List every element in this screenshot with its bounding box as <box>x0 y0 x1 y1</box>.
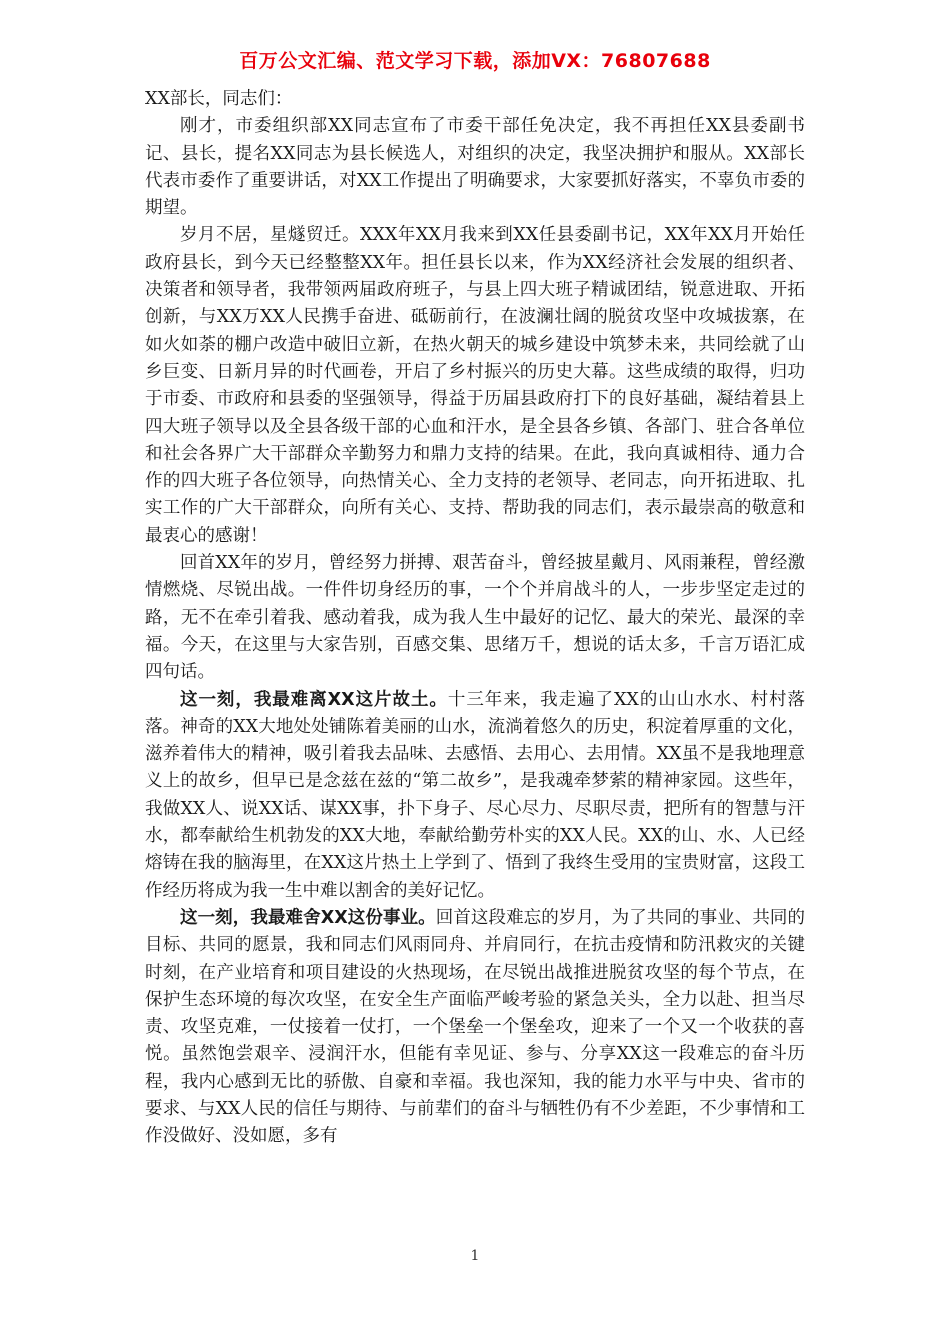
paragraph-text: 回首这段难忘的岁月，为了共同的事业、共同的目标、共同的愿景，我和同志们风雨同舟、并肩同行，在抗击疫情和防汛救灾的关键时刻，在产业培育和项目建设的火热现场，在尽锐出战推进脱贫攻坚的每个节点，在保护生态环境的每次攻坚，在安全生产面临严峻考验的紧急关头，全力以赴、担当尽责、攻坚克难，一仗接着一仗打，一个堡垒一个堡垒攻，迎来了一个又一个收获的喜悦。虽然饱尝艰辛、浸润汗水，但能有幸见证、参与、分享XX这一段难忘的奋斗历程，我内心感到无比的骄傲、自豪和幸福。我也深知，我的能力水平与中央、省市的要求、与XX人民的信任与期待、与前辈们的奋斗与牺牲仍有不少差距，不少事情和工作没做好、没如愿，多有 <box>145 907 806 1147</box>
paragraph-4 <box>145 687 805 905</box>
page-number: 1 <box>470 1248 480 1264</box>
paragraph-text: 回首XX年的岁月，曾经努力拼搏、艰苦奋斗，曾经披星戴月、风雨兼程，曾经激情燃烧、尽锐出战。一件件切身经历的事，一个个并肩战斗的人，一步步坚定走过的路，无不在牵引着我、感动着我，成为我人生中最好的记忆、最大的荣光、最深的幸福。今天，在这里与大家告别，百感交集、思绪万千，想说的话太多，千言万语汇成四句话。 <box>145 553 805 683</box>
watermark-banner: 百万公文汇编、范文学习下载，添加VX：76807688 <box>239 50 711 72</box>
paragraph-lead: 这一刻，我最难舍XX这份事业。 <box>180 907 436 928</box>
paragraph-text: 刚才，市委组织部XX同志宣布了市委干部任免决定，我不再担任XX县委副书记、县长，提名XX同志为县长候选人，对组织的决定，我坚决拥护和服从。XX部长代表市委作了重要讲话，对XX工作提出了明确要求，大家要抓好落实，不辜负市委的期望。 <box>145 116 805 219</box>
document-body <box>145 86 805 1151</box>
paragraph-lead: 这一刻，我最难离XX这片故土。 <box>180 689 448 710</box>
paragraph-3 <box>145 550 805 686</box>
paragraph-text: 十三年来，我走遍了XX的山山水水、村村落落。神奇的XX大地处处铺陈着美丽的山水，流淌着悠久的历史，积淀着厚重的文化，滋养着伟大的精神，吸引着我去品味、去感悟、去用心、去用情。XX虽不是我地理意义上的故乡，但早已是念兹在兹的“第二故乡”，是我魂牵梦萦的精神家园。这些年，我做XX人、说XX话、谋XX事，扑下身子、尽心尽力、尽职尽责，把所有的智慧与汗水，都奉献给生机勃发的XX大地，奉献给勤劳朴实的XX人民。XX的山、水、人已经熔铸在我的脑海里，在XX这片热土上学到了、悟到了我终生受用的宝贵财富，这段工作经历将成为我一生中难以割舍的美好记忆。 <box>145 689 805 901</box>
paragraph-2 <box>145 222 805 550</box>
paragraph-text: 岁月不居，星燧贸迁。XXX年XX月我来到XX任县委副书记，XX年XX月开始任政府县长，到今天已经整整XX年。担任县长以来，作为XX经济社会发展的组织者、决策者和领导者，我带领两届政府班子，与县上四大班子精诚团结，锐意进取、开拓创新，与XX万XX人民携手奋进、砥砺前行，在波澜壮阔的脱贫攻坚中攻城拔寨，在如火如荼的棚户改造中破旧立新，在热火朝天的城乡建设中筑梦未来，共同绘就了山乡巨变、日新月异的时代画卷，开启了乡村振兴的历史大幕。这些成绩的取得，归功于市委、市政府和县委的坚强领导，得益于历届县政府打下的良好基础，凝结着县上四大班子领导以及全县各级干部的心血和汗水，是全县各乡镇、各部门、驻合各单位和社会各界广大干部群众辛勤努力和鼎力支持的结果。在此，我向真诚相待、通力合作的四大班子各位领导，向热情关心、全力支持的老领导、老同志，向开拓进取、扎实工作的广大干部群众，向所有关心、支持、帮助我的同志们，表示最崇高的敬意和最衷心的感谢！ <box>145 225 805 546</box>
salutation: XX部长，同志们： <box>145 89 293 109</box>
paragraph-1 <box>145 113 805 222</box>
paragraph-5 <box>145 905 805 1151</box>
